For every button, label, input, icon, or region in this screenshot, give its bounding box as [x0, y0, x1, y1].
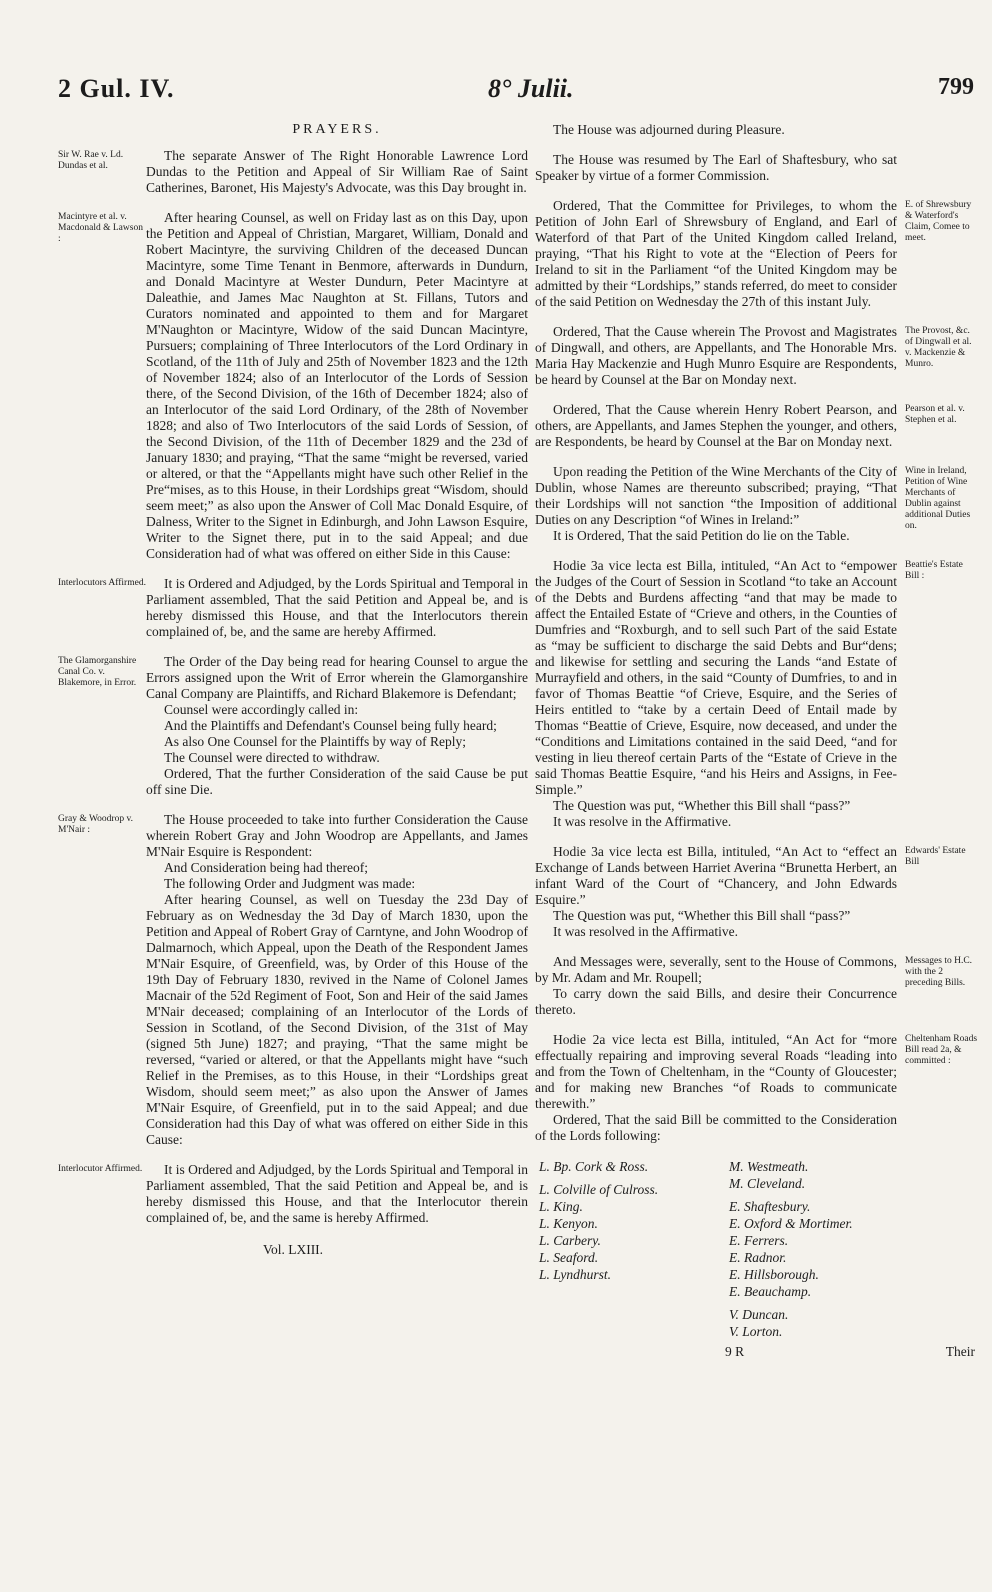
paragraph: Counsel were accordingly called in: — [164, 702, 359, 717]
lord-name: E. Radnor. — [729, 1250, 787, 1265]
lord-name: E. Ferrers. — [729, 1233, 789, 1248]
paragraph: After hearing Counsel, as well on Tuesday the 23d Day of February as on Wednesday the 3d Day of March 1830, upon the Petition and Appeal of Robert Gray of Carntyne, and John Woodrop of Dalmarnoch, which Appeal, upon the Death of the Respondent James M'Nair Esquire, of Greenfield, was, by Order of this House of the 19th Day of February 1830, revived in the Name of Colonel James Macnair of the 52d Regiment of Foot, Son and Heir of the said James M'Nair deceased; complaining of an Interlocutor of the Lords of Session in Scotland, of the Second Division, of the 31st of May (signed 5th June) 1827; and praying, “That the same might be reversed, “varied or altered, or that the Appellants might have “such Relief in the Premises, as to this House, in their “Lordships great Wisdom, should seem meet;” as also upon the Answer of James M'Nair Esquire, of Greenfield, put in to the said Appeal; and due Consideration had this Day of what was offered on either Side in this Cause: — [146, 892, 528, 1147]
volume-label: Vol. LXIII. — [262, 1242, 324, 1257]
entry — [58, 1162, 528, 1240]
paragraph: And the Plaintiffs and Defendant's Counsel being fully heard; — [164, 718, 497, 733]
lord-name: E. Beauchamp. — [729, 1284, 812, 1299]
paragraph: The Question was put, “Whether this Bill shall “pass?” — [553, 798, 851, 813]
marginal-note: Beattie's Estate Bill : — [905, 560, 963, 581]
paragraph: Ordered, That the Committee for Privileges, to whom the Petition of John Earl of Shrewsbury of England, and Earl of Waterford of that Part of the United Kingdom called Ireland, praying, “That his Right to vote at the “Election of Peers for Ireland to sit in the Parliament “of the United Kingdom may be admitted by their “Lordships,” stands referred, do meet to consider of the said Petition on Wednesday the 27th of this instant July. — [535, 198, 897, 309]
paragraph: Ordered, That the said Bill be committed to the Consideration of the Lords following: — [535, 1112, 897, 1143]
entry-text — [146, 148, 528, 210]
entry-text — [535, 122, 897, 152]
signature-mark: 9 R — [725, 1344, 745, 1359]
entry — [58, 812, 528, 1162]
lords-list-right — [729, 1158, 909, 1340]
entry-text — [535, 324, 897, 402]
entry — [535, 198, 979, 324]
lord-name: L. Carbery. — [539, 1233, 601, 1248]
paragraph: It is Ordered, That the said Petition do lie on the Table. — [553, 528, 850, 543]
entry — [535, 152, 979, 198]
paragraph: Ordered, That the Cause wherein Henry Robert Pearson, and others, are Appellants, and James Stephen the younger, and others, are Respondents, be heard by Counsel at the Bar on Monday next. — [535, 402, 897, 449]
entry-text — [535, 198, 897, 324]
paragraph: It is Ordered and Adjudged, by the Lords Spiritual and Temporal in Parliament assembled, That the said Petition and Appeal be, and is hereby dismissed this House, and that the Interlocutors therein complained of, be, and the same are hereby Affirmed. — [146, 576, 528, 639]
marginal-note: The Glamorganshire Canal Co. v. Blakemore, in Error. — [58, 656, 137, 688]
marginal-note: Gray & Woodrop v. M'Nair : — [58, 814, 133, 835]
paragraph: The following Order and Judgment was made: — [164, 876, 416, 891]
paragraph: It was resolve in the Affirmative. — [553, 814, 732, 829]
entry — [535, 122, 979, 152]
lord-name: E. Hillsborough. — [729, 1267, 819, 1282]
entry-text — [535, 1032, 897, 1158]
paragraph: Hodie 3a vice lecta est Billa, intituled, “An Act to “empower the Judges of the Court of Session in Scotland “to take an Account of the Debts and Burdens affecting “and that may be made to affect the Entailed Estate of “Crieve and others, in the Counties of Dumfries and “Roxburgh, and to sell such Part of the said Estate as “may be sufficient to discharge the said Debts and Bur“dens; and likewise for settling and securing the Lands “and Estate of Murrayfield and others, in the said “County of Dumfries, to and in favor of Thomas Beattie “of Crieve, Esquire, and the Series of Heirs entitled to “take by a certain Deed of Entail made by Thomas “Beattie of Crieve, Esquire, now deceased, and under the “Conditions and Limitations contained in the said Deed, “and for vesting in lieu thereof certain Parts of the “Estate of Crieve in the said Thomas Beattie Esquire, “and his Heirs and Assigns, in Fee-Simple.” — [535, 558, 897, 797]
entry — [535, 954, 979, 1032]
entry — [58, 576, 528, 654]
marginal-note: Pearson et al. v. Stephen et al. — [905, 404, 965, 425]
entry-text — [535, 152, 897, 198]
page-header — [58, 74, 974, 114]
marginal-note — [897, 122, 979, 152]
paragraph: And Consideration being had thereof; — [164, 860, 368, 875]
entry-text — [535, 464, 897, 558]
entry — [58, 654, 528, 812]
lord-name: L. Colville of Culross. — [539, 1182, 659, 1197]
lord-name: L. Bp. Cork & Ross. — [539, 1159, 649, 1174]
catchword: Their — [945, 1344, 975, 1359]
paragraph: After hearing Counsel, as well on Friday last as on this Day, upon the Petition and Appeal of Christian, Margaret, William, Donald and Robert Macintyre, the surviving Children of the deceased Duncan Macintyre, some Time Tenant in Benmore, afterwards in Dundurn, and Donald Macintyre at Wester Dundurn, Peter Macintyre at Daleathie, and James Mac Naughton at St. Fillans, Tutors and Curators nominated and appointed to them and for Margaret M'Naughton or Macintyre, Widow of the said Duncan Macintyre, Pursuers; complaining of Three Interlocutors of the Lord Ordinary in Scotland, of the 11th of July and 25th of November 1823 and the 12th of November 1824; also of an Interlocutor of the Lords of Session there, of the Second Division, of the 16th of December 1824; also of an Interlocutor of the said Lord Ordinary, of the 28th of November 1828; and also of Two Interlocutors of the said Lords of Session, of the Second Division, of the 11th of December 1829 and the 23d of January 1830; and praying, “That the same “might be reversed, varied or altered, or that the “Appellants might have such other Relief in the Pre“mises, as to this House, in their Lordships great “Wisdom, should seem meet;” as also upon the Answer of Coll Mac Donald Esquire, of Dalness, Writer to the Signet in Edinburgh, and John Lawson Esquire, Writer to the Signet there, put in to the said Appeal; and due Consideration had of what was offered on either Side in this Cause: — [146, 210, 528, 561]
marginal-note: Cheltenham Roads Bill read 2a, & committed : — [905, 1034, 978, 1066]
entry-text — [146, 210, 528, 576]
paragraph: Upon reading the Petition of the Wine Merchants of the City of Dublin, whose Names are thereunto subscribed; praying, “That their Lordships will not sanction “the Imposition of additional Duties on any Description “of Wines in Ireland:” — [535, 464, 897, 527]
paragraph: The Counsel were directed to withdraw. — [164, 750, 380, 765]
paragraph: The House was resumed by The Earl of Shaftesbury, who sat Speaker by virtue of a former Commission. — [535, 152, 897, 183]
section-heading: PRAYERS. — [292, 122, 382, 137]
lord-name: L. Seaford. — [539, 1250, 599, 1265]
paragraph: The separate Answer of The Right Honorable Lawrence Lord Dundas to the Petition and Appeal of Sir William Rae of Saint Catherines, Baronet, His Majesty's Advocate, was this Day brought in. — [146, 148, 528, 195]
page-footer — [535, 1344, 979, 1364]
entry — [535, 324, 979, 402]
lord-name: L. King. — [539, 1199, 583, 1214]
paragraph: It is Ordered and Adjudged, by the Lords Spiritual and Temporal in Parliament assembled, That the said Petition and Appeal be, and is hereby dismissed this House, and that the Interlocutor therein complained of, be, and the same is hereby Affirmed. — [146, 1162, 528, 1225]
entry — [58, 210, 528, 576]
paragraph: The Question was put, “Whether this Bill shall “pass?” — [553, 908, 851, 923]
entry-text — [535, 402, 897, 464]
marginal-note: Wine in Ireland, Petition of Wine Merchants of Dublin against additional Duties on. — [905, 466, 971, 531]
marginal-note: Interlocutors Affirmed. — [58, 578, 146, 588]
paragraph: The Order of the Day being read for hearing Counsel to argue the Errors assigned upon the Writ of Error wherein the Glamorganshire Canal Company are Plaintiffs, and Richard Blakemore is Defendant; — [146, 654, 528, 701]
entry-text — [535, 844, 897, 954]
paragraph: Hodie 2a vice lecta est Billa, intituled, “An Act for “more effectually repairing and improving several Roads “leading into and from the Town of Cheltenham, in the “County of Gloucester; and for making new Branches “of Roads to communicate therewith.” — [535, 1032, 897, 1111]
entry — [535, 844, 979, 954]
paragraph: It was resolved in the Affirmative. — [553, 924, 738, 939]
entry-text — [146, 812, 528, 1162]
marginal-note: Sir W. Rae v. Ld. Dundas et al. — [58, 150, 124, 171]
marginal-note: Messages to H.C. with the 2 preceding Bills. — [905, 956, 973, 988]
paragraph: To carry down the said Bills, and desire their Concurrence thereto. — [535, 986, 897, 1017]
entry — [535, 558, 979, 844]
page-number: 799 — [938, 74, 974, 100]
lord-name: E. Shaftesbury. — [729, 1199, 811, 1214]
entry-text — [146, 654, 528, 812]
entry — [58, 148, 528, 210]
paragraph: And Messages were, severally, sent to the House of Commons, by Mr. Adam and Mr. Roupell; — [535, 954, 897, 985]
lord-name: L. Lyndhurst. — [539, 1267, 611, 1282]
paragraph: The House proceeded to take into further Consideration the Cause wherein Robert Gray and John Woodrop are Appellants, and James M'Nair Esquire is Respondent: — [146, 812, 528, 859]
lord-name: V. Duncan. — [729, 1307, 789, 1322]
paragraph: As also One Counsel for the Plaintiffs by way of Reply; — [164, 734, 466, 749]
paragraph: Ordered, That the Cause wherein The Provost and Magistrates of Dingwall, and others, are Appellants, and The Honorable Mrs. Maria Hay Mackenzie and Hugh Munro Esquire are Respondents, be heard by Counsel at the Bar on Monday next. — [535, 324, 897, 387]
paragraph: Ordered, That the further Consideration of the said Cause be put off sine Die. — [146, 766, 528, 797]
left-column — [58, 122, 528, 1258]
marginal-note: Interlocutor Affirmed. — [58, 1164, 143, 1174]
lord-name: L. Kenyon. — [539, 1216, 598, 1231]
paragraph: Hodie 3a vice lecta est Billa, intituled, “An Act to “effect an Exchange of Lands between Harriet Averina “Brunetta Herbert, an infant Ward of the Court of “Chancery, and John Edwards Esquire.” — [535, 844, 897, 907]
marginal-note: Edwards' Estate Bill — [905, 846, 966, 867]
marginal-note — [897, 152, 979, 198]
lord-name: E. Oxford & Mortimer. — [729, 1216, 853, 1231]
paragraph: The House was adjourned during Pleasure. — [553, 122, 785, 137]
lords-list-left — [539, 1158, 729, 1340]
entry — [535, 464, 979, 558]
entry-text — [146, 1162, 528, 1240]
marginal-note: The Provost, &c. of Dingwall et al. v. Mackenzie & Munro. — [905, 326, 972, 369]
entry-text — [535, 954, 897, 1032]
marginal-note: Macintyre et al. v. Macdonald & Lawson : — [58, 212, 143, 244]
entry — [535, 1032, 979, 1158]
marginal-note: E. of Shrewsbury & Waterford's Claim, Comee to meet. — [905, 200, 972, 243]
date-heading: 8° Julii. — [488, 74, 574, 103]
lord-name: M. Cleveland. — [729, 1176, 806, 1191]
entry-text — [535, 558, 897, 844]
lord-name: V. Lorton. — [729, 1324, 783, 1339]
entry-text — [146, 576, 528, 654]
entry — [535, 402, 979, 464]
committee-lords-list — [535, 1158, 979, 1340]
right-column — [535, 122, 979, 1364]
regnal-year: 2 Gul. IV. — [58, 74, 175, 103]
lord-name: M. Westmeath. — [729, 1159, 809, 1174]
